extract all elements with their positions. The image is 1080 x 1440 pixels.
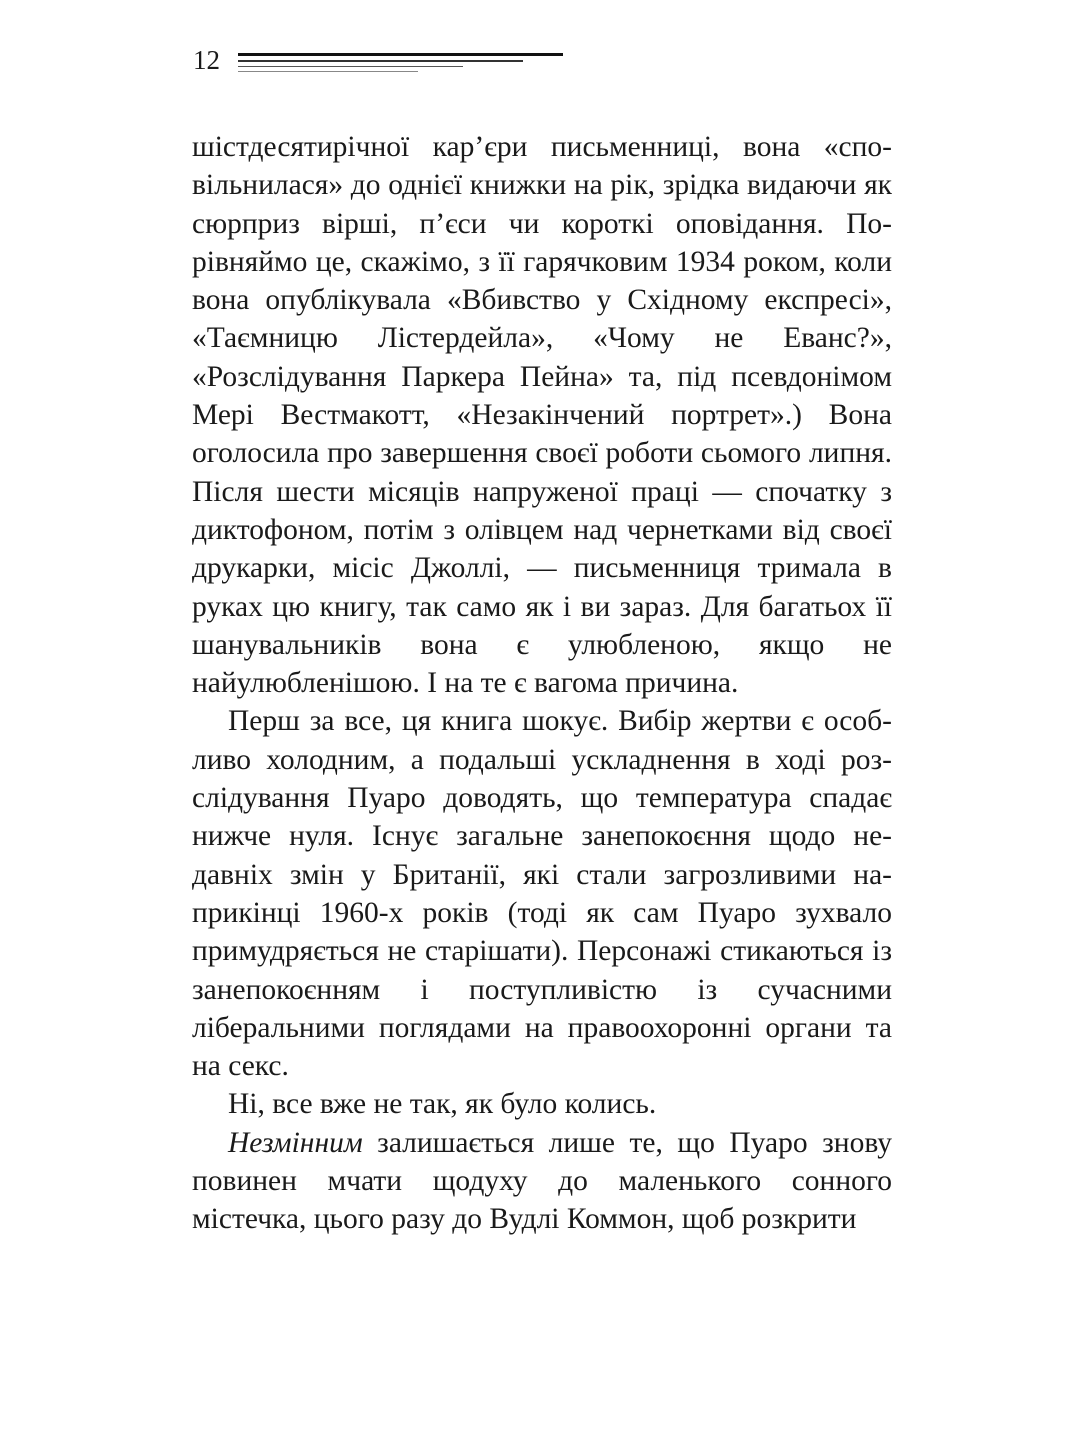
paragraph: Ні, все вже не так, як було колись.: [228, 1088, 657, 1121]
emphasized-word: Незмінним: [228, 1126, 363, 1159]
body-text: [192, 128, 892, 1239]
paragraph: [192, 1124, 892, 1239]
header-rule: [238, 66, 463, 67]
header-rule: [238, 60, 523, 62]
page-header: [193, 40, 573, 80]
header-rule: [238, 53, 563, 56]
paragraph: Перш за все, ця книга шокує. Вибір жертви є особливо холодним, а подальші ускладнення в ході розслідування Пуаро доводять, що температура спадає нижче нуля. Існує загальне занепокоєння щодо недавніх змін у Британії, які стали загрозливими наприкінці 1960-х років (тоді як сам Пуаро зухвало примудряється не старішати). Персонажі стикаються із занепокоєнням і поступливістю із сучасними ліберальними поглядами на правоохоронні органи та на секс.: [192, 705, 892, 1083]
paragraph-continuation: шістдесятирічної кар’єри письменниці, вона «сповільнилася» до однієї книжки на рік, зрідка видаючи як сюрприз вірші, п’єси чи короткі оповідання. Порівняймо це, скажімо, з її гарячковим 1934 роком, коли вона опублікувала «Вбивство у Східному експресі», «Таємницю Лістердейла», «Чому не Еванс?», «Розслідування Паркера Пейна» та, під псевдонімом Мері Вестмакотт, «Незакінчений портрет».) Вона оголосила про завершення своєї роботи сьомого липня. Після шести місяців напруженої праці — спочатку з диктофоном, потім з олівцем над чернетками від своєї друкарки, місіс Джоллі, — письменниця тримала в руках цю книгу, так само як і ви зараз. Для багатьох її шанувальників вона є улюбленою, якщо не найулюбленішою. І на те є вагома причина.: [192, 131, 892, 700]
page-number: 12: [193, 45, 220, 75]
paragraph-text: залишається лише те, що Пуаро знову повинен мчати щодуху до маленького сонного містечка, цього разу до Вудлі Коммон, щоб розкрити: [192, 1126, 892, 1236]
header-rule: [238, 71, 418, 72]
